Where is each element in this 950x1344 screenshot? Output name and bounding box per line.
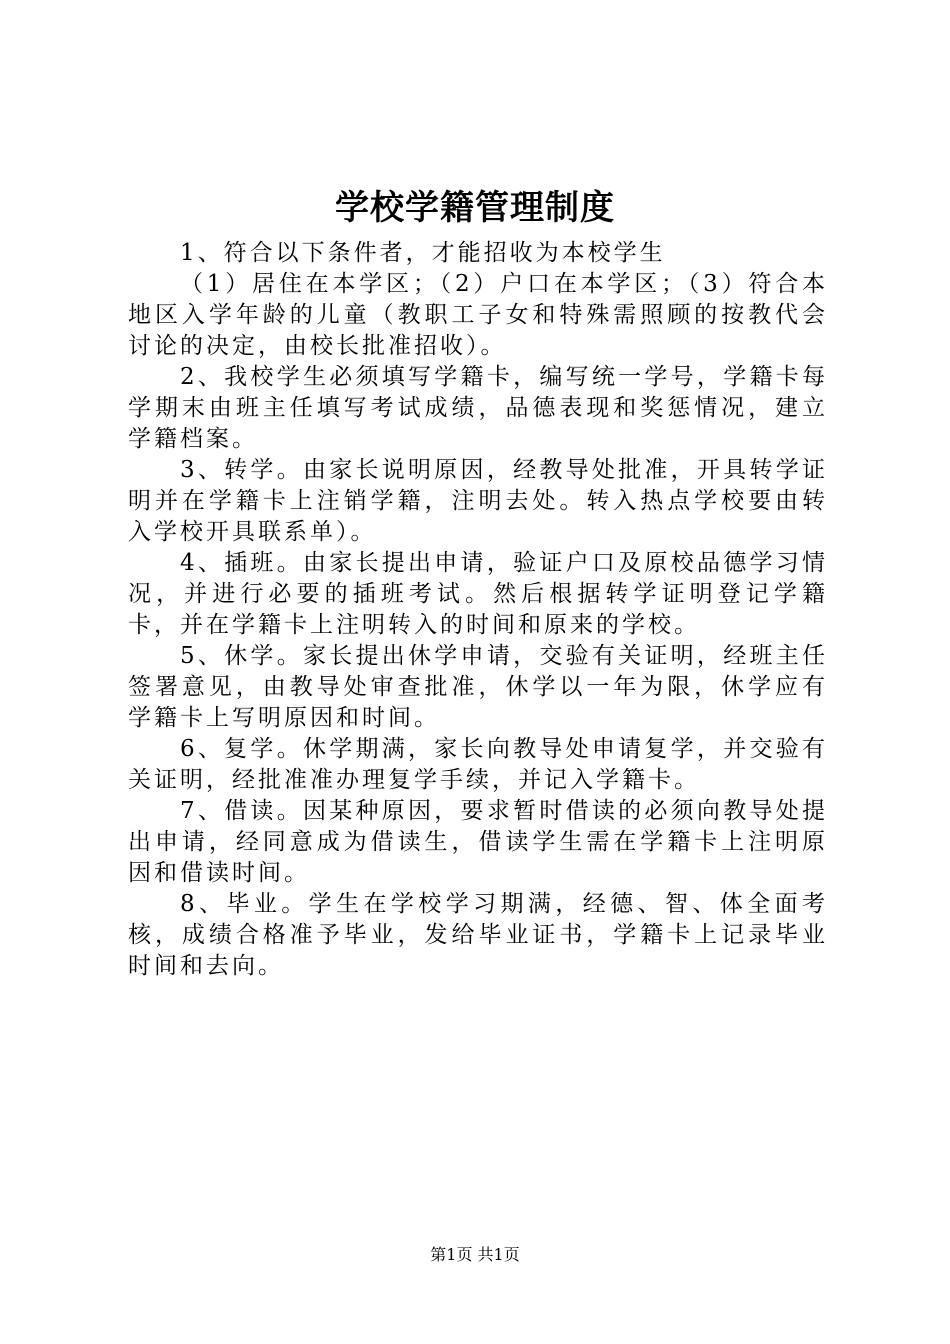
paragraph-8: 8、毕业。学生在学校学习期满，经德、智、体全面考核，成绩合格准予毕业，发给毕业证书，学籍卡上记录毕业时间和去向。	[128, 891, 828, 979]
paragraph-1: 1、符合以下条件者，才能招收为本校学生	[180, 240, 666, 266]
document-title: 学校学籍管理制度	[335, 188, 615, 228]
paragraph-1-conditions: （1）居住在本学区；（2）户口在本学区；（3）符合本地区入学年龄的儿童（教职工子女和特殊需照顾的按教代会讨论的决定，由校长批准招收）。	[128, 271, 828, 359]
paragraph-4: 4、插班。由家长提出申请，验证户口及原校品德学习情况，并进行必要的插班考试。然后根据转学证明登记学籍卡，并在学籍卡上注明转入的时间和原来的学校。	[128, 550, 828, 638]
document-body	[128, 238, 828, 982]
paragraph-7: 7、借读。因某种原因，要求暂时借读的必须向教导处提出申请，经同意成为借读生，借读学生需在学籍卡上注明原因和借读时间。	[128, 798, 828, 886]
page-footer: 第1页 共1页	[430, 1245, 520, 1264]
paragraph-3: 3、转学。由家长说明原因，经教导处批准，开具转学证明并在学籍卡上注销学籍，注明去处。转入热点学校要由转入学校开具联系单）。	[128, 457, 828, 545]
paragraph-2: 2、我校学生必须填写学籍卡，编写统一学号，学籍卡每学期末由班主任填写考试成绩，品德表现和奖惩情况，建立学籍档案。	[128, 364, 828, 452]
paragraph-5: 5、休学。家长提出休学申请，交验有关证明，经班主任签署意见，由教导处审查批准，休学以一年为限，休学应有学籍卡上写明原因和时间。	[128, 643, 828, 731]
paragraph-6: 6、复学。休学期满，家长向教导处申请复学，并交验有关证明，经批准准办理复学手续，并记入学籍卡。	[128, 736, 828, 793]
